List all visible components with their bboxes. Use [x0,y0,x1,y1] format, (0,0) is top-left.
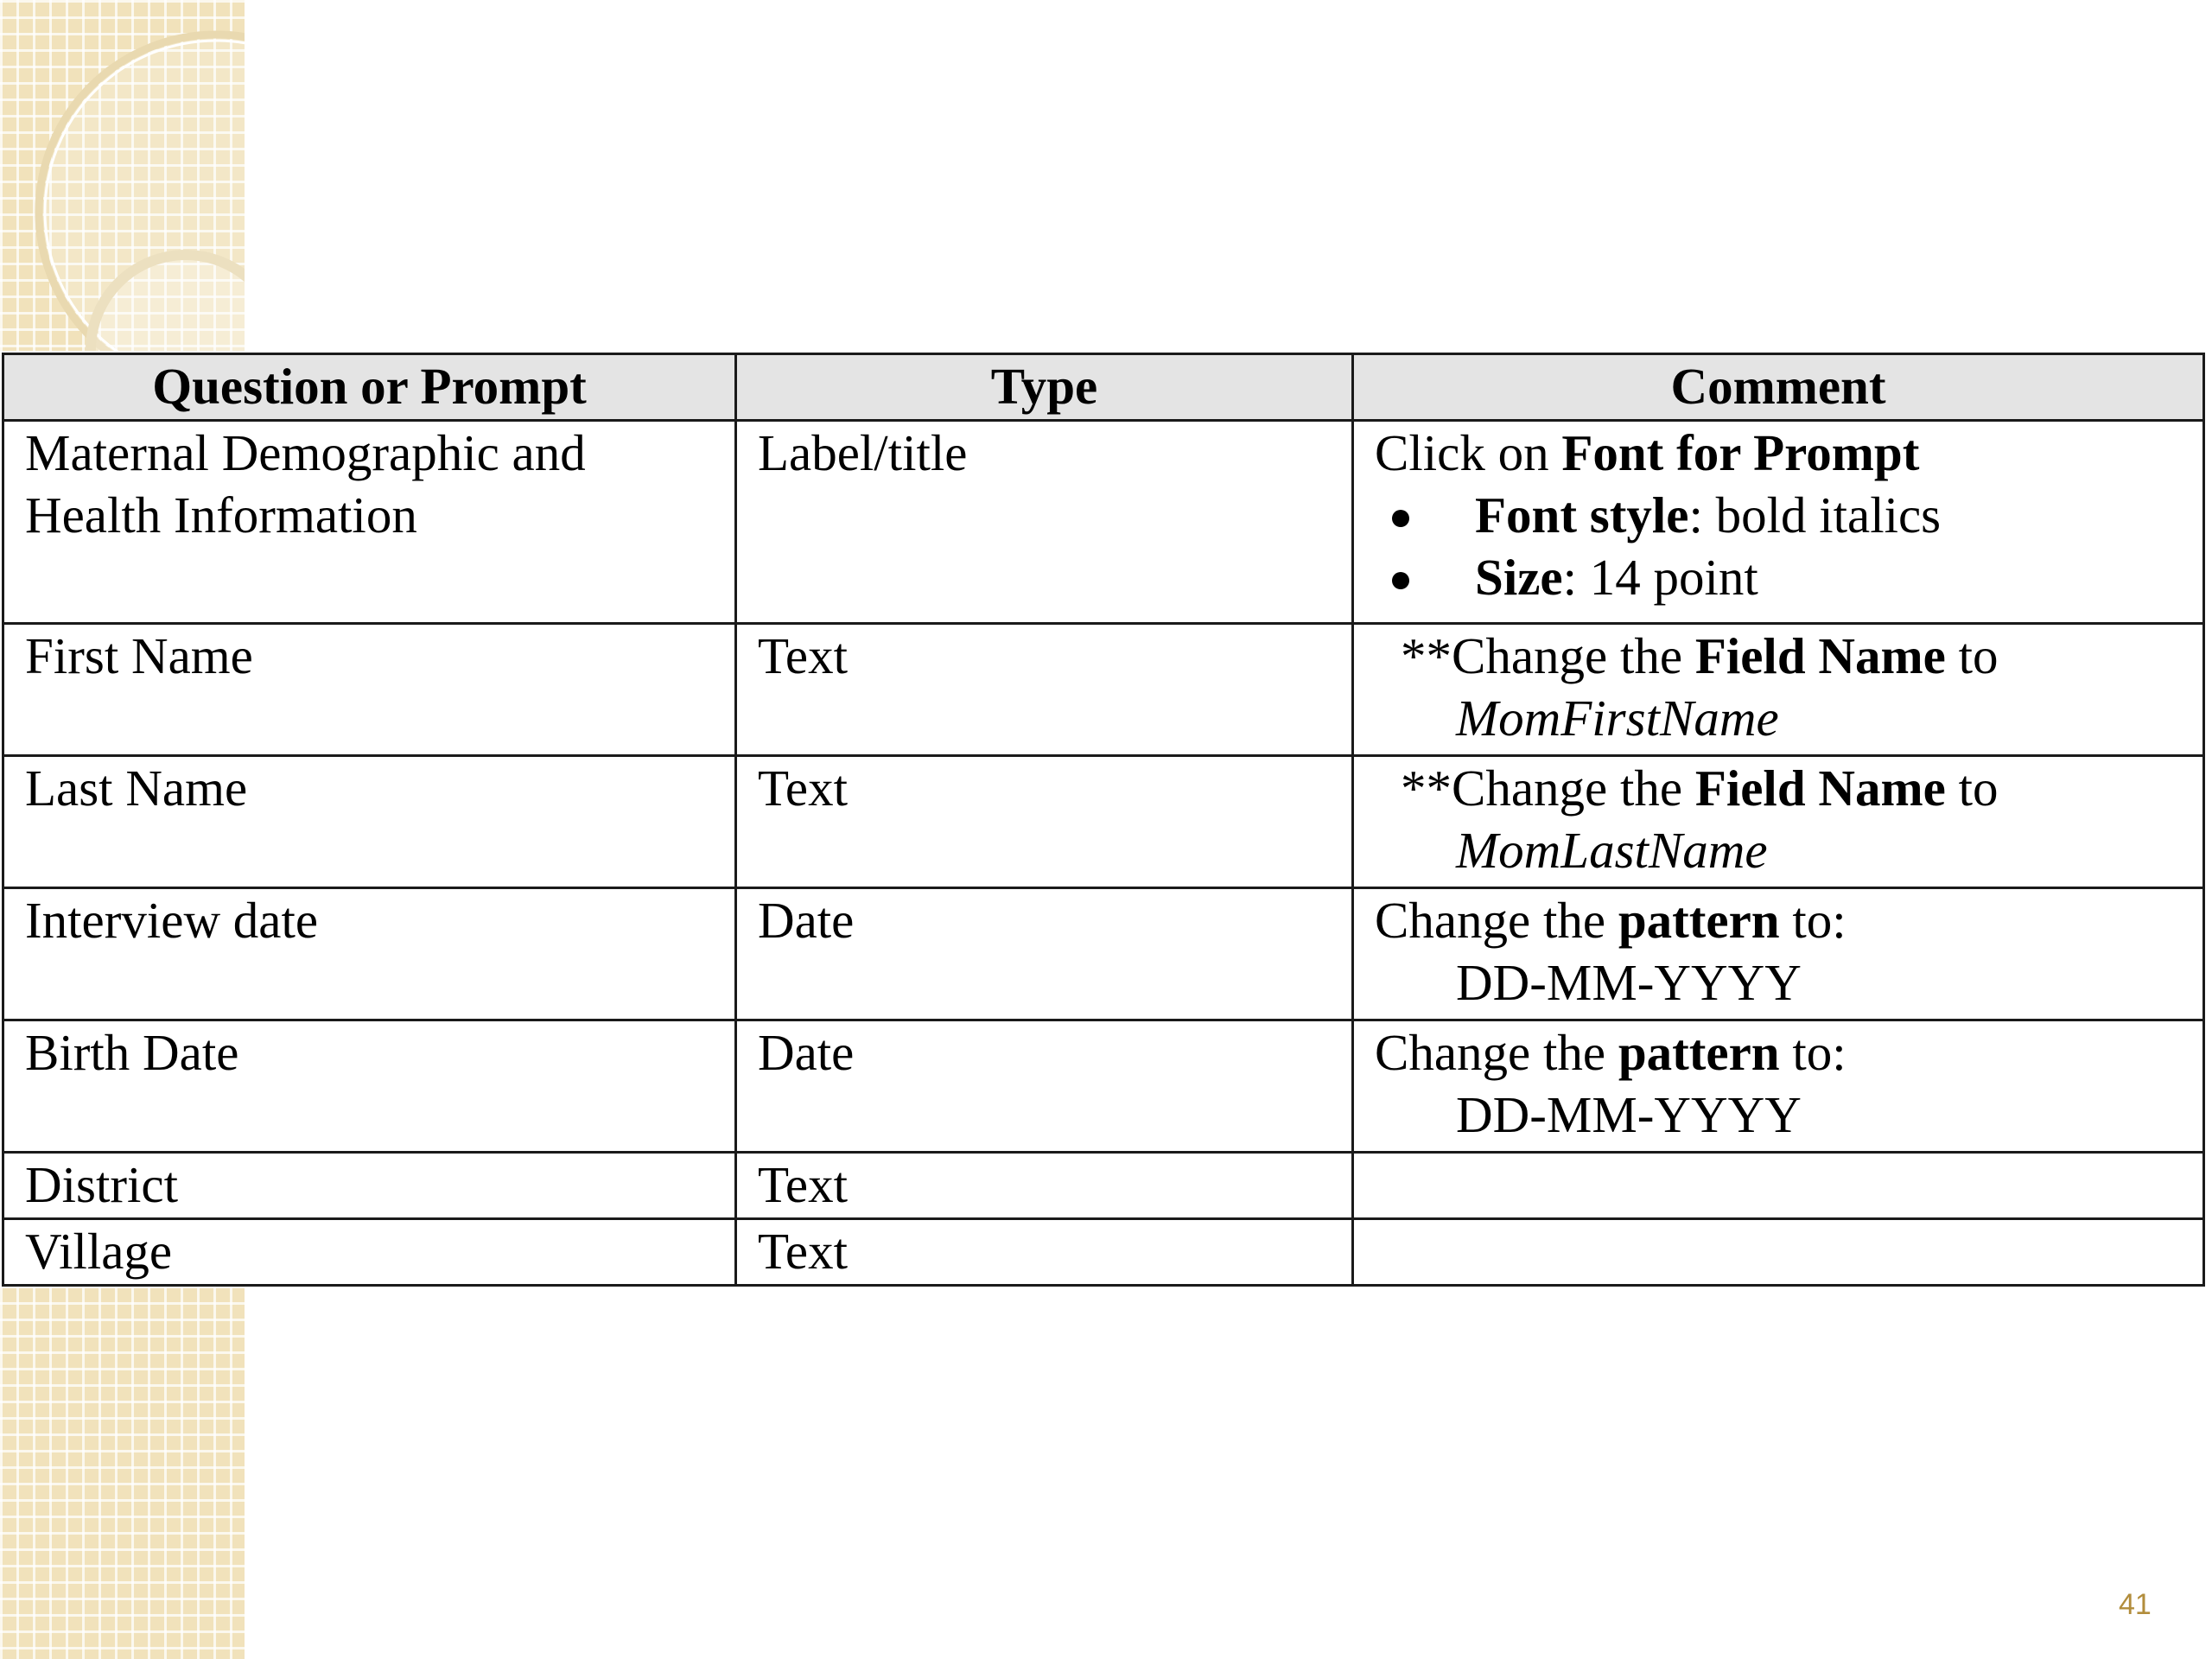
table-row [3,756,2204,888]
field-name-value: MomFirstName [1456,690,1779,747]
type-cell: Text [736,756,1353,888]
table-row [3,421,2204,624]
pattern-value: DD-MM-YYYY [1456,954,1802,1011]
table-row [3,888,2204,1020]
comment-cell [1353,1153,2204,1219]
table-row [3,1219,2204,1286]
comment-cell [1353,421,2204,624]
comment-cell [1353,888,2204,1020]
table-row [3,1020,2204,1153]
type-cell: Date [736,1020,1353,1153]
comment-line: Change the pattern to: [1375,892,1847,949]
table-row [3,624,2204,756]
bullet-item: Size: 14 point [1375,546,2182,608]
pattern-value: DD-MM-YYYY [1456,1086,1802,1143]
prompt-cell: Birth Date [3,1020,736,1153]
table-row [3,1153,2204,1219]
prompt-cell: Interview date [3,888,736,1020]
prompt-cell: First Name [3,624,736,756]
comment-line: **Change the Field Name to [1401,760,1999,817]
bullet-icon [1392,572,1409,589]
decorative-tile-bottom [0,1286,245,1659]
prompt-cell: Maternal Demographic and Health Information [3,421,736,624]
header-question: Question or Prompt [3,354,736,421]
type-cell: Text [736,1219,1353,1286]
prompt-cell: District [3,1153,736,1219]
type-cell: Date [736,888,1353,1020]
field-name-value: MomLastName [1456,822,1768,879]
bullet-item: Font style: bold italics [1375,484,2182,546]
comment-cell [1353,624,2204,756]
comment-line: **Change the Field Name to [1401,627,1999,684]
type-cell: Text [736,1153,1353,1219]
prompt-cell: Last Name [3,756,736,888]
decorative-tile-top [0,0,245,351]
type-cell: Text [736,624,1353,756]
comment-cell [1353,1020,2204,1153]
prompt-cell: Village [3,1219,736,1286]
decorative-arc-graphic [0,0,245,351]
type-cell: Label/title [736,421,1353,624]
header-type: Type [736,354,1353,421]
header-comment: Comment [1353,354,2204,421]
comment-cell [1353,1219,2204,1286]
bullet-icon [1392,510,1409,527]
comment-cell [1353,756,2204,888]
comment-line: Change the pattern to: [1375,1024,1847,1081]
form-spec-table [2,353,2205,1287]
page-number: 41 [2119,1588,2152,1621]
comment-line: Click on Font for Prompt [1375,424,1920,481]
table-header-row [3,354,2204,421]
